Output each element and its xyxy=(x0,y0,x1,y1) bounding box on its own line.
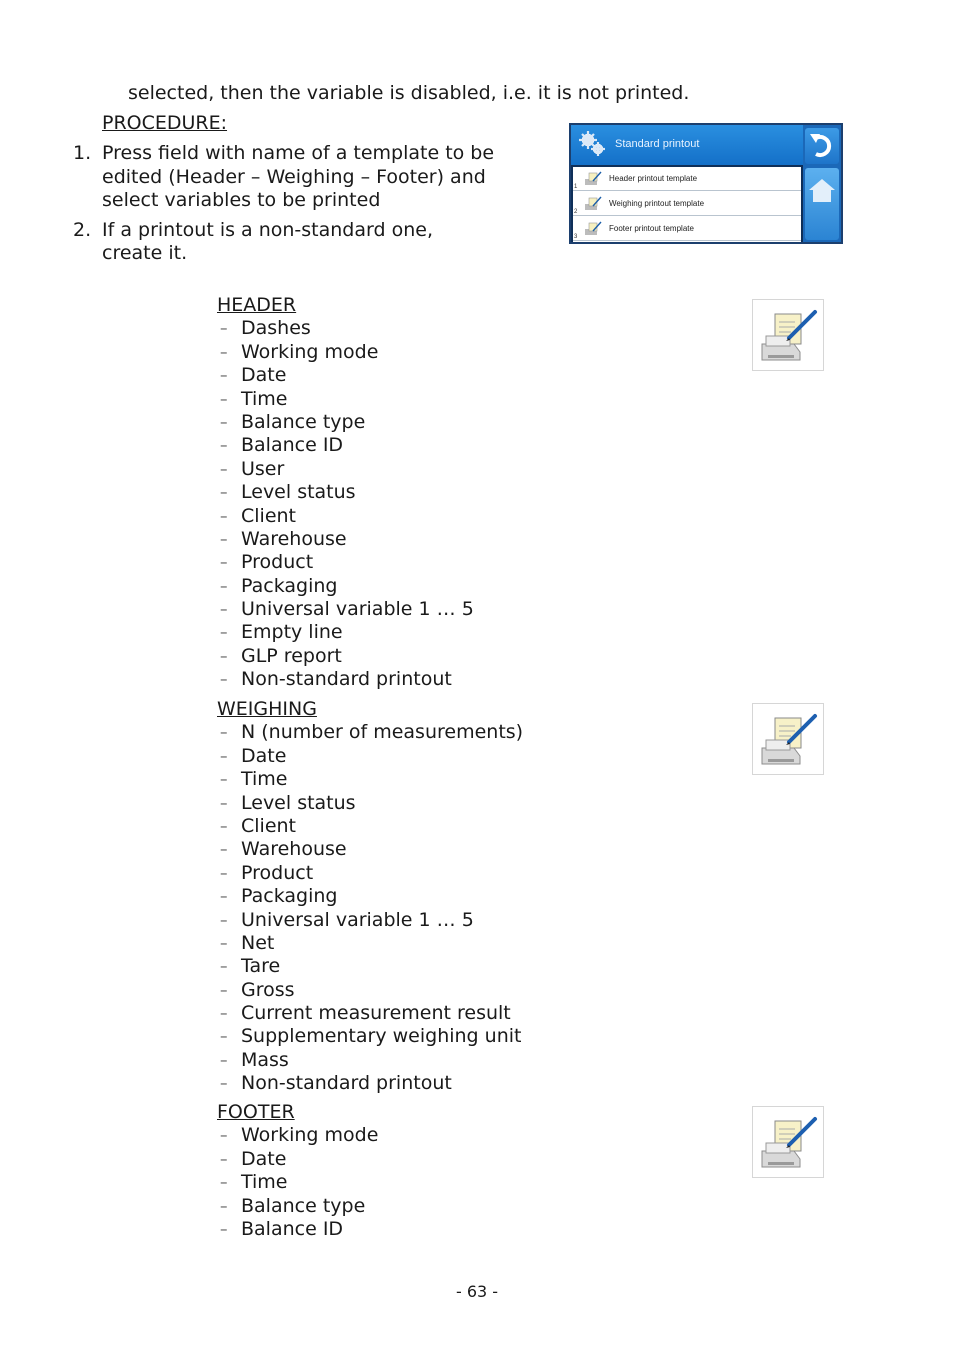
dash-bullet: – xyxy=(220,483,228,502)
list-item xyxy=(217,388,474,411)
continuation-text: selected, then the variable is disabled, i.e. it is not printed. xyxy=(128,82,690,104)
list-item-label: Tare xyxy=(241,955,281,978)
dash-bullet: – xyxy=(220,1149,228,1168)
back-button[interactable] xyxy=(805,128,839,164)
list-item-label: Packaging xyxy=(241,885,338,908)
dash-bullet: – xyxy=(220,887,228,906)
list-item xyxy=(217,458,474,481)
list-item xyxy=(217,645,474,668)
step-text: create it. xyxy=(102,242,188,264)
dash-bullet: – xyxy=(220,1004,228,1023)
list-item-header-template[interactable] xyxy=(573,167,801,191)
dash-bullet: – xyxy=(220,576,228,595)
list-item-label: Working mode xyxy=(241,340,379,363)
row-index: 2 xyxy=(574,209,578,215)
printout-template-icon xyxy=(752,1106,824,1178)
dash-bullet: – xyxy=(220,529,228,548)
row-index: 3 xyxy=(574,234,578,240)
list-item-label: GLP report xyxy=(241,644,342,667)
section-title: FOOTER xyxy=(217,1101,295,1123)
step-text: edited (Header – Weighing – Footer) and xyxy=(102,166,486,188)
screen-header xyxy=(571,125,803,165)
step-number: 2. xyxy=(73,219,92,241)
list-item-label: Non-standard printout xyxy=(241,1072,452,1095)
dash-bullet: – xyxy=(220,1050,228,1069)
row-label: Weighing printout template xyxy=(609,199,705,208)
list-item xyxy=(217,317,474,340)
dash-bullet: – xyxy=(220,553,228,572)
list-item-label: Supplementary weighing unit xyxy=(241,1025,522,1048)
dash-bullet: – xyxy=(220,412,228,431)
dash-bullet: – xyxy=(220,1219,228,1238)
list-item xyxy=(217,1218,378,1241)
dash-bullet: – xyxy=(220,1173,228,1192)
dash-bullet: – xyxy=(220,670,228,689)
list-item xyxy=(217,364,474,387)
list-item xyxy=(217,551,474,574)
list-item-label: Time xyxy=(241,387,288,410)
printout-edit-icon xyxy=(583,171,603,187)
template-list xyxy=(573,167,801,242)
step-text: Press field with name of a template to be xyxy=(102,142,495,164)
list-item xyxy=(217,721,523,744)
header-variables-list xyxy=(217,294,474,692)
list-item xyxy=(217,932,523,955)
list-item xyxy=(217,341,474,364)
home-icon xyxy=(805,176,839,206)
back-arrow-icon xyxy=(805,128,839,164)
printer-edit-icon xyxy=(753,1107,823,1177)
list-item xyxy=(217,434,474,457)
list-item-label: User xyxy=(241,457,285,480)
list-item-label: Client xyxy=(241,814,297,837)
step-number: 1. xyxy=(73,142,92,164)
dash-bullet: – xyxy=(220,816,228,835)
list-item xyxy=(217,575,474,598)
list-item xyxy=(217,505,474,528)
dash-bullet: – xyxy=(220,746,228,765)
list-item-label: Date xyxy=(241,744,287,767)
list-item xyxy=(217,979,523,1002)
dash-bullet: – xyxy=(220,1126,228,1145)
list-item-label: Non-standard printout xyxy=(241,668,452,691)
list-item-label: Product xyxy=(241,861,314,884)
dash-bullet: – xyxy=(220,366,228,385)
list-item xyxy=(217,862,523,885)
list-item-label: Client xyxy=(241,504,297,527)
dash-bullet: – xyxy=(220,459,228,478)
dash-bullet: – xyxy=(220,389,228,408)
footer-variables-list xyxy=(217,1101,378,1241)
list-item xyxy=(217,1049,523,1072)
list-item xyxy=(217,745,523,768)
list-item-label: Dashes xyxy=(241,317,311,340)
dash-bullet: – xyxy=(220,1074,228,1093)
dash-bullet: – xyxy=(220,793,228,812)
dash-bullet: – xyxy=(220,910,228,929)
list-item xyxy=(217,598,474,621)
gear-icon xyxy=(577,129,607,159)
procedure-heading: PROCEDURE: xyxy=(102,112,228,134)
dash-bullet: – xyxy=(220,723,228,742)
dash-bullet: – xyxy=(220,646,228,665)
list-item-footer-template[interactable] xyxy=(573,217,801,241)
dash-bullet: – xyxy=(220,980,228,999)
list-item-label: Level status xyxy=(241,481,356,504)
list-item-label: Packaging xyxy=(241,574,338,597)
printout-edit-icon xyxy=(583,221,603,237)
standard-printout-screenshot xyxy=(569,123,843,244)
list-item-label: Date xyxy=(241,1147,287,1170)
list-item-label: Balance type xyxy=(241,410,366,433)
list-item-label: Balance type xyxy=(241,1194,366,1217)
list-item-label: Balance ID xyxy=(241,434,344,457)
list-item-label: Net xyxy=(241,931,275,954)
list-item xyxy=(217,528,474,551)
list-item-label: Gross xyxy=(241,978,295,1001)
list-item xyxy=(217,815,523,838)
section-title: WEIGHING xyxy=(217,698,317,720)
list-item-label: Balance ID xyxy=(241,1217,344,1240)
dash-bullet: – xyxy=(220,506,228,525)
list-item xyxy=(217,768,523,791)
printer-edit-icon xyxy=(753,704,823,774)
list-item xyxy=(217,1002,523,1025)
dash-bullet: – xyxy=(220,319,228,338)
dash-bullet: – xyxy=(220,840,228,859)
list-item-label: Date xyxy=(241,364,287,387)
list-item xyxy=(217,792,523,815)
dash-bullet: – xyxy=(220,1027,228,1046)
list-item-weighing-template[interactable] xyxy=(573,192,801,216)
list-item xyxy=(217,1195,378,1218)
list-item xyxy=(217,838,523,861)
dash-bullet: – xyxy=(220,770,228,789)
step-text: select variables to be printed xyxy=(102,189,381,211)
list-item xyxy=(217,481,474,504)
list-item-label: Product xyxy=(241,551,314,574)
list-item-label: Warehouse xyxy=(241,527,347,550)
printout-template-icon xyxy=(752,703,824,775)
row-label: Header printout template xyxy=(609,174,698,183)
list-item xyxy=(217,1124,378,1147)
list-item-label: Level status xyxy=(241,791,356,814)
list-item xyxy=(217,411,474,434)
list-item xyxy=(217,955,523,978)
list-item xyxy=(217,1025,523,1048)
section-title: HEADER xyxy=(217,294,297,316)
list-item xyxy=(217,1171,378,1194)
screen-title: Standard printout xyxy=(615,138,700,150)
dash-bullet: – xyxy=(220,1196,228,1215)
list-item-label: Mass xyxy=(241,1048,289,1071)
row-label: Footer printout template xyxy=(609,224,694,233)
dash-bullet: – xyxy=(220,436,228,455)
list-item-label: Warehouse xyxy=(241,838,347,861)
dash-bullet: – xyxy=(220,933,228,952)
step-text: If a printout is a non-standard one, xyxy=(102,219,433,241)
list-item xyxy=(217,1072,523,1095)
list-item-label: Current measurement result xyxy=(241,1002,511,1025)
list-item-label: Universal variable 1 … 5 xyxy=(241,598,474,621)
list-item-label: Working mode xyxy=(241,1124,379,1147)
dash-bullet: – xyxy=(220,863,228,882)
dash-bullet: – xyxy=(220,600,228,619)
row-index: 1 xyxy=(574,184,578,190)
list-item-label: Empty line xyxy=(241,621,343,644)
dash-bullet: – xyxy=(220,342,228,361)
list-item xyxy=(217,885,523,908)
list-item xyxy=(217,668,474,691)
printout-edit-icon xyxy=(583,196,603,212)
page-number: - 63 - xyxy=(455,1282,499,1301)
list-item xyxy=(217,909,523,932)
dash-bullet: – xyxy=(220,623,228,642)
dash-bullet: – xyxy=(220,957,228,976)
list-item-label: Time xyxy=(241,768,288,791)
list-item-label: N (number of measurements) xyxy=(241,721,524,744)
list-item-label: Universal variable 1 … 5 xyxy=(241,908,474,931)
weighing-variables-list xyxy=(217,698,523,1096)
list-item xyxy=(217,1148,378,1171)
printout-template-icon xyxy=(752,299,824,371)
list-item xyxy=(217,621,474,644)
list-item-label: Time xyxy=(241,1171,288,1194)
home-button[interactable] xyxy=(805,168,839,240)
printer-edit-icon xyxy=(753,300,823,370)
